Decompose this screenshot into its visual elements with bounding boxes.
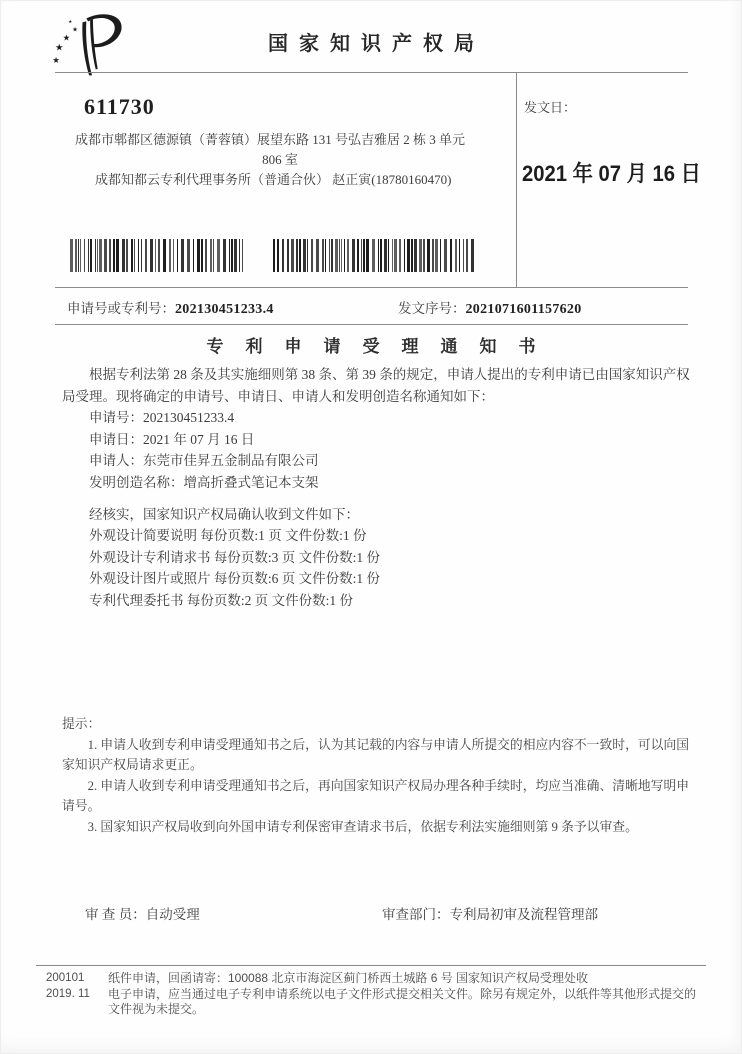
footer-revision-date: 2019. 11: [46, 987, 90, 1000]
notice-title: 专利申请受理通知书: [206, 337, 558, 356]
ref-row-top-rule: [55, 287, 688, 288]
footer-rule: [36, 965, 706, 966]
logo-star-1: ★: [68, 20, 73, 26]
dispatch-date-label: 发文日：: [524, 100, 577, 115]
footer-notes: [108, 971, 696, 1018]
tips-section: [62, 714, 700, 838]
examiner-group: [85, 903, 200, 923]
serial-number-label: 发文序号：: [398, 301, 466, 316]
barcode-left: [70, 239, 246, 272]
recipient-address-line1: 成都市郫都区德源镇（菁蓉镇）展望东路 131 号弘吉雅居 2 栋 3 单元: [75, 132, 466, 147]
header-rule: [55, 72, 688, 73]
department-label: 审查部门：: [382, 907, 450, 922]
document-item: 外观设计简要说明 每份页数:1 页 文件份数:1 份: [89, 528, 367, 544]
tip-item: 3. 国家知识产权局收到向外国申请专利保密审查请求书后，依据专利法实施细则第 9 条予以审查。: [87, 819, 638, 834]
field-label: 申请人：: [89, 453, 143, 469]
date-box-divider: [516, 72, 517, 287]
examiner-value: 自动受理: [145, 907, 200, 922]
agency-and-agent: 成都知都云专利代理事务所（普通合伙） 赵正寅(18780160470): [95, 172, 452, 187]
field-application-number: [62, 407, 696, 429]
field-application-date: [62, 429, 696, 451]
footer-form-codes: [46, 971, 90, 1002]
field-label: 申请日：: [89, 431, 143, 447]
document-item: 专利代理委托书 每份页数:2 页 文件份数:1 份: [89, 592, 354, 608]
document-item: 外观设计图片或照片 每份页数:6 页 文件份数:1 份: [89, 571, 381, 587]
application-number-value: 202130451233.4: [175, 302, 274, 317]
department-group: [382, 903, 598, 923]
footer-form-code: 200101: [46, 972, 85, 984]
logo-star-3: ★: [62, 32, 71, 43]
field-value: 202130451233.4: [143, 410, 235, 426]
department-value: 专利局初审及流程管理部: [449, 907, 598, 922]
ref-row-bottom-rule: [55, 324, 688, 325]
tips-label: 提示：: [62, 717, 101, 731]
field-value: 2021 年 07 月 16 日: [143, 431, 255, 447]
documents-confirm-line: 经核实，国家知识产权局确认收到文件如下：: [89, 506, 359, 522]
field-invention-title: [62, 472, 696, 494]
document-item: 外观设计专利请求书 每份页数:3 页 文件份数:1 份: [89, 549, 381, 565]
field-value: 增高折叠式笔记本支架: [183, 474, 319, 490]
notice-paragraph-legal: 根据专利法第 28 条及其实施细则第 38 条、第 39 条的规定，申请人提出的专利申请已由国家知识产权局受理。现将确定的申请号、申请日、申请人和发明创造名称通知如下：: [62, 367, 690, 404]
dispatch-date-value: 2021 年 07 月 16 日: [522, 161, 701, 186]
serial-number-value: 2021071601157620: [465, 302, 582, 317]
logo-star-2: ★: [72, 26, 79, 34]
reference-row: [0, 297, 742, 319]
field-label: 申请号：: [89, 410, 143, 426]
field-applicant: [62, 450, 696, 472]
org-name: 国家知识产权局: [268, 33, 485, 55]
logo-star-4: ★: [55, 43, 64, 54]
tip-item: 2. 申请人收到专利申请受理通知书之后，再向国家知识产权局办理各种手续时，均应当准确、清晰地写明申请号。: [62, 778, 690, 814]
application-number-group: [67, 297, 274, 318]
footer-efiling-note: 电子申请，应当通过电子专利申请系统以电子文件形式提交相关文件。除另有规定外，以纸件等其他形式提交的文件视为未提交。: [108, 986, 697, 1016]
footer-paper-filing-note: 纸件申请，回函请寄：100088 北京市海淀区蓟门桥西土城路 6 号 国家知识产权局受理处收: [108, 971, 589, 985]
field-value: 东莞市佳昇五金制品有限公司: [143, 453, 319, 469]
recipient-address-line2: 806 室: [262, 152, 298, 167]
serial-number-group: [398, 297, 582, 318]
tip-item: 1. 申请人收到专利申请受理通知书之后，认为其记载的内容与申请人所提交的相应内容不一致时，可以向国家知识产权局请求更正。: [62, 737, 690, 773]
notice-body: [62, 364, 696, 612]
application-number-label: 申请号或专利号：: [67, 301, 175, 316]
postal-code: 611730: [84, 94, 155, 119]
field-label: 发明创造名称：: [89, 474, 184, 490]
logo-star-5: ★: [52, 55, 60, 65]
barcode-right: [273, 239, 476, 272]
examiner-label: 审 查 员：: [85, 907, 146, 922]
